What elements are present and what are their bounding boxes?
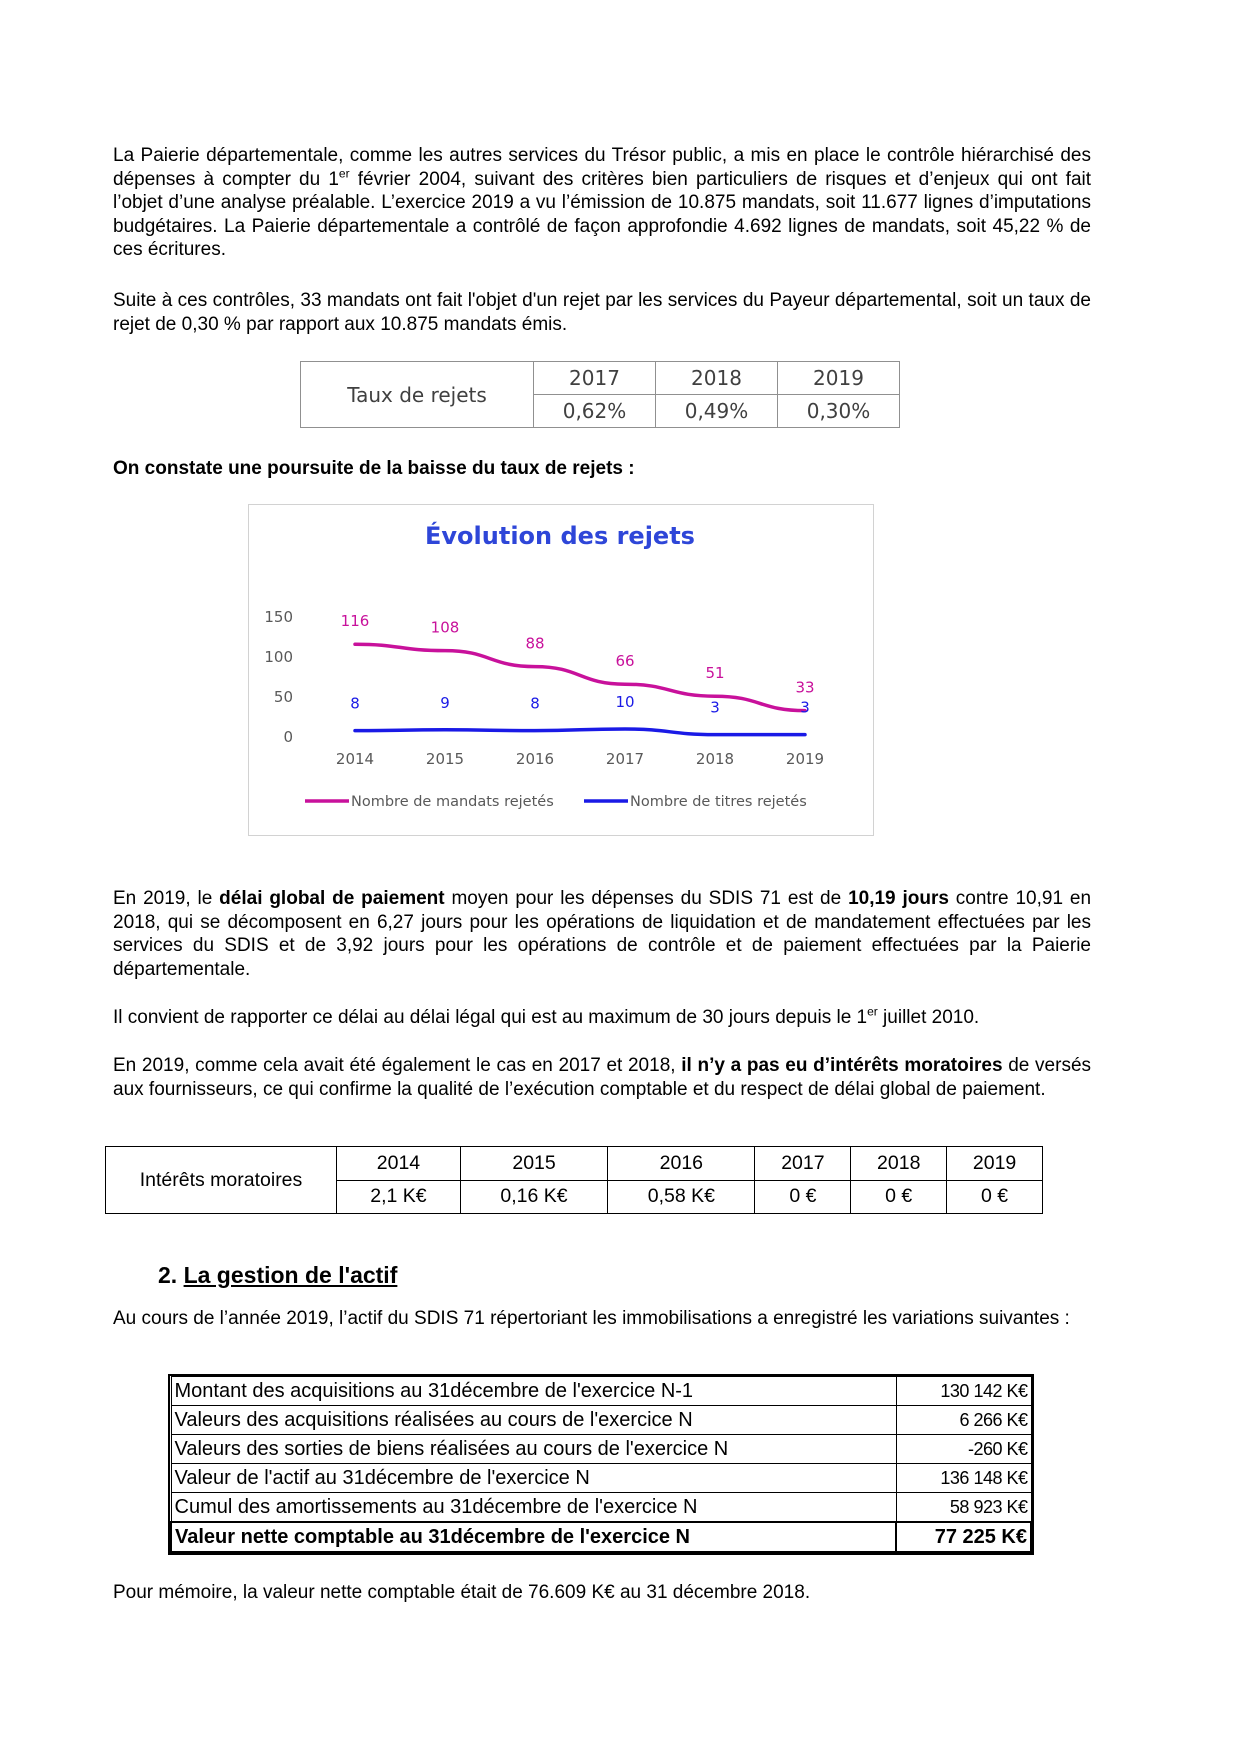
chart-svg [249, 505, 872, 834]
y-tick-label: 150 [264, 608, 293, 626]
intro-text-cont: février 2004, suivant des critères bien particuliers de risques et d’enjeux qui ont fait l’objet d’une analyse préalable. L’exercice 2019 a vu l’émission de 10.875 mandats, soit 11.677 lignes d’imputations budgétaires. La Paierie départementale a contrôlé de façon approfondie 4.692 lignes de mandats, soit 45,22 % de ces écritures. [113, 168, 1092, 260]
actif-label: Valeurs des acquisitions réalisées au cours de l'exercice N [171, 1406, 896, 1435]
delai-paragraph-3 [113, 1054, 1091, 1101]
taux-value: 0,49% [656, 395, 778, 428]
delai-text: moyen pour les dépenses du SDIS 71 est de [444, 888, 849, 909]
section-title: La gestion de l'actif [183, 1262, 398, 1288]
interets-text: En 2019, comme cela avait été également le cas en 2017 et 2018, [113, 1055, 682, 1076]
constat-heading: On constate une poursuite de la baisse du taux de rejets : [113, 458, 635, 479]
y-tick-label: 100 [264, 648, 293, 666]
actif-table [170, 1376, 1032, 1553]
memo-paragraph: Pour mémoire, la valeur nette comptable était de 76.609 K€ au 31 décembre 2018. [113, 1582, 811, 1603]
interets-value: 0 € [755, 1180, 851, 1214]
delai-bold: délai global de paiement [219, 888, 445, 909]
data-label: 9 [440, 693, 450, 712]
data-label: 108 [430, 618, 460, 637]
delai-legal-text-cont: juillet 2010. [877, 1007, 980, 1028]
x-tick-label: 2018 [695, 750, 735, 768]
data-label: 116 [340, 612, 370, 631]
data-label: 51 [705, 664, 725, 683]
taux-rejets-label: Taux de rejets [301, 362, 534, 428]
interets-value: 0,16 K€ [460, 1180, 607, 1214]
interets-bold: il n’y a pas eu d’intérêts moratoires [681, 1055, 1003, 1076]
intro-paragraph-1 [113, 144, 1091, 262]
x-tick-label: 2016 [515, 750, 555, 768]
table-row [171, 1406, 1031, 1435]
legend-entry: Nombre de titres rejetés [630, 794, 807, 810]
taux-year: 2019 [778, 362, 900, 395]
table-row [171, 1377, 1031, 1406]
superscript: er [867, 1004, 878, 1019]
data-label: 33 [795, 678, 815, 697]
actif-value: 6 266 K€ [896, 1406, 1031, 1435]
y-tick-label: 0 [283, 728, 293, 746]
section-2-intro: Au cours de l’année 2019, l’actif du SDIS 71 répertoriant les immobilisations a enregistré les variations suivantes : [113, 1308, 1070, 1329]
x-tick-label: 2015 [425, 750, 465, 768]
section-number: 2. [158, 1262, 184, 1288]
delai-legal-text: Il convient de rapporter ce délai au délai légal qui est au maximum de 30 jours depuis le 1 [113, 1007, 868, 1028]
interets-value: 0,58 K€ [608, 1180, 755, 1214]
x-tick-label: 2017 [605, 750, 645, 768]
delai-paragraph-1 [113, 887, 1091, 981]
interets-label: Intérêts moratoires [106, 1147, 337, 1214]
interets-text-cont: de versés aux fournisseurs, ce qui confirme la qualité de l’exécution comptable et du respect de délai global de paiement. [113, 1055, 1092, 1100]
interets-year: 2016 [608, 1147, 755, 1181]
taux-rejets-table [300, 361, 900, 428]
x-tick-label: 2014 [335, 750, 375, 768]
chart-title: Évolution des rejets [425, 522, 695, 550]
interets-value: 2,1 K€ [337, 1180, 461, 1214]
interets-value: 0 € [851, 1180, 947, 1214]
intro-text: La Paierie départementale, comme les autres services du Trésor public, a mis en place le contrôle hiérarchisé des dépenses à compter du 1 [113, 145, 1091, 190]
section-2-heading [158, 1262, 397, 1289]
interets-year: 2019 [947, 1147, 1043, 1181]
data-label: 3 [710, 698, 720, 717]
interets-year: 2014 [337, 1147, 461, 1181]
table-row [171, 1493, 1031, 1523]
table-row [171, 1464, 1031, 1493]
x-tick-label: 2019 [785, 750, 825, 768]
interets-value: 0 € [947, 1180, 1043, 1214]
interets-year: 2015 [460, 1147, 607, 1181]
data-label: 3 [800, 698, 810, 717]
superscript: er [338, 166, 350, 181]
series-line-mandats [355, 644, 805, 710]
data-label: 88 [525, 634, 545, 653]
delai-text: En 2019, le [113, 888, 220, 909]
delai-bold-days: 10,19 jours [848, 888, 949, 909]
actif-value: 58 923 K€ [896, 1493, 1031, 1523]
rejets-chart [248, 504, 874, 836]
actif-label: Valeurs des sorties de biens réalisées au cours de l'exercice N [171, 1435, 896, 1464]
data-label: 8 [350, 694, 360, 713]
series-line-titres [355, 729, 805, 735]
actif-label: Valeur de l'actif au 31décembre de l'exercice N [171, 1464, 896, 1493]
taux-year: 2017 [534, 362, 656, 395]
actif-total-label: Valeur nette comptable au 31décembre de l'exercice N [171, 1522, 896, 1552]
delai-paragraph-2 [113, 1006, 1091, 1030]
data-label: 66 [615, 652, 635, 671]
intro-paragraph-2: Suite à ces contrôles, 33 mandats ont fait l'objet d'un rejet par les services du Payeur départemental, soit un taux de rejet de 0,30 % par rapport aux 10.875 mandats émis. [113, 290, 1091, 335]
taux-year: 2018 [656, 362, 778, 395]
delai-text: contre 10,91 en 2018, qui se décomposent en 6,27 jours pour les opérations de liquidation et de mandatement effectuées par les services du SDIS et de 3,92 jours pour les opérations de contrôle et de paiement effectuées par la Paierie départementale. [113, 888, 1092, 980]
interets-year: 2018 [851, 1147, 947, 1181]
actif-total-value: 77 225 K€ [896, 1522, 1031, 1552]
data-label: 8 [530, 694, 540, 713]
data-label: 10 [615, 693, 635, 711]
taux-value: 0,62% [534, 395, 656, 428]
table-row [171, 1435, 1031, 1464]
y-tick-label: 50 [273, 688, 293, 706]
table-row-total [171, 1522, 1031, 1552]
interets-year: 2017 [755, 1147, 851, 1181]
actif-value: 130 142 K€ [896, 1377, 1031, 1406]
actif-value: -260 K€ [896, 1435, 1031, 1464]
actif-label: Cumul des amortissements au 31décembre de l'exercice N [171, 1493, 896, 1523]
interets-table [105, 1146, 1043, 1214]
actif-value: 136 148 K€ [896, 1464, 1031, 1493]
taux-value: 0,30% [778, 395, 900, 428]
actif-label: Montant des acquisitions au 31décembre de l'exercice N-1 [171, 1377, 896, 1406]
legend-entry: Nombre de mandats rejetés [351, 794, 554, 810]
